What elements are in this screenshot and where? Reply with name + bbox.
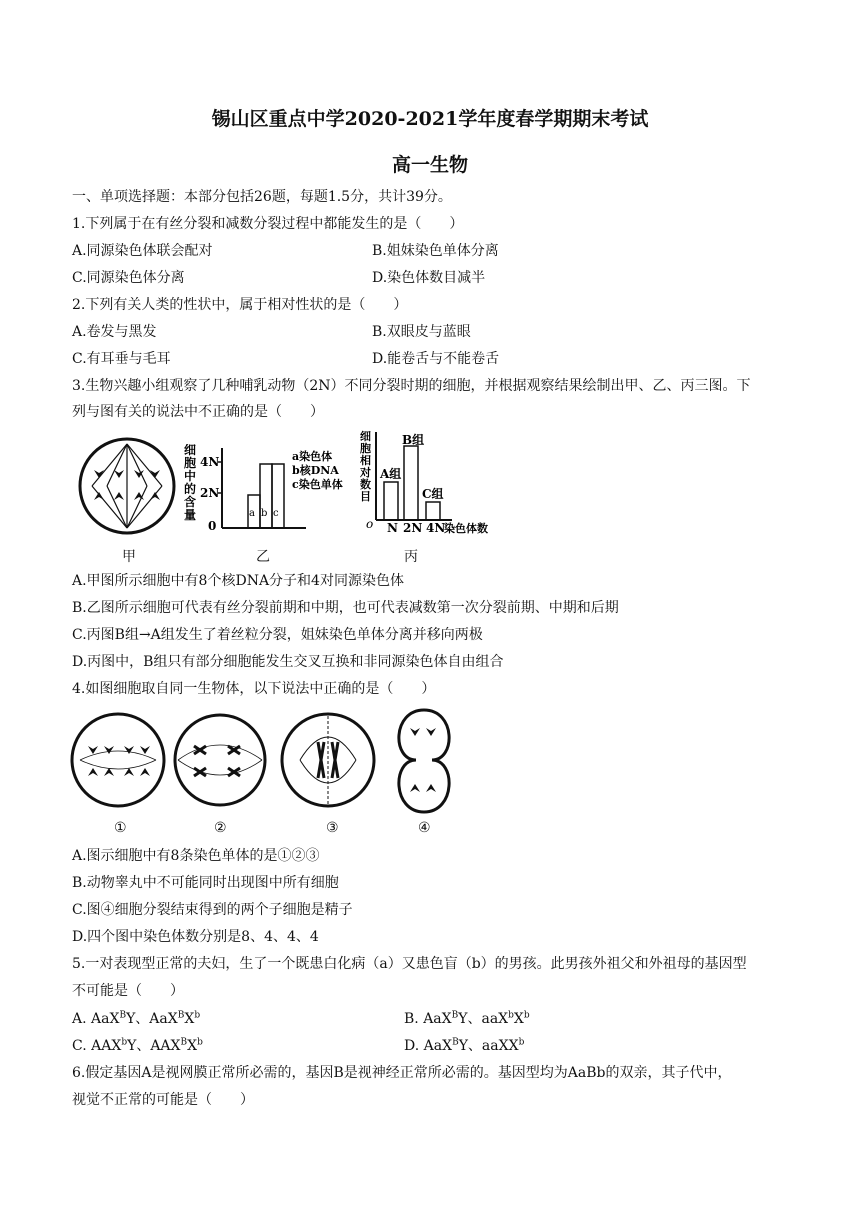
yi-bar-label-c: c xyxy=(273,508,279,519)
q6-stem-line1: 6.假定基因A是视网膜正常所必需的，基因B是视神经正常所必需的。基因型均为AaBb的双亲，其子代中， xyxy=(72,1065,732,1081)
yi-bar-label-b: b xyxy=(261,508,268,519)
q3-figure-jia xyxy=(72,436,182,536)
bing-group-c: C组 xyxy=(422,487,444,501)
q4-fig-label-1: ① xyxy=(114,820,127,836)
yi-ylabel-char: 胞 xyxy=(184,456,197,470)
q5-option-d: D. AaX$^B$Y、aaXX$^b$ xyxy=(404,1037,525,1054)
cell-3 xyxy=(282,714,374,806)
bing-ylabel xyxy=(359,429,371,503)
yi-legend-b: b核DNA xyxy=(292,464,339,477)
q3-option-d: D.丙图中，B组只有部分细胞能发生交叉互换和非同源染色体自由组合 xyxy=(72,654,504,670)
q2-stem: 2.下列有关人类的性状中，属于相对性状的是（ ） xyxy=(72,297,408,313)
yi-tick-0: 0 xyxy=(208,519,217,533)
q1-stem: 1.下列属于在有丝分裂和减数分裂过程中都能发生的是（ ） xyxy=(72,216,464,232)
section-heading: 一、单项选择题：本部分包括26题，每题1.5分，共计39分。 xyxy=(72,189,452,205)
exam-subject: 高一生物 xyxy=(391,154,468,176)
yi-ylabel-char: 细 xyxy=(184,444,197,457)
q4-stem: 4.如图细胞取自同一生物体，以下说法中正确的是（ ） xyxy=(72,681,436,697)
bing-bar-b xyxy=(404,446,418,520)
bing-ylabel-char: 对 xyxy=(360,466,371,479)
yi-ylabel-char: 量 xyxy=(184,508,197,522)
bing-bar-a xyxy=(384,482,398,520)
q3-fig-label-jia: 甲 xyxy=(122,549,136,565)
q3-stem-line2: 列与图有关的说法中不正确的是（ ） xyxy=(72,404,324,420)
yi-ylabel-text xyxy=(184,444,196,522)
q5-option-c: C. AAX$^b$Y、$AAX^BX^b$ xyxy=(72,1037,203,1054)
q4-figure-cells xyxy=(70,706,470,818)
q3-figure-bing xyxy=(354,428,504,534)
yi-legend-a: a染色体 xyxy=(292,450,333,463)
q2-option-c: C.有耳垂与毛耳 xyxy=(72,351,171,367)
q1-option-a: A.同源染色体联会配对 xyxy=(72,243,213,259)
q4-fig-label-4: ④ xyxy=(418,820,431,836)
q4-option-c: C.图④细胞分裂结束得到的两个子细胞是精子 xyxy=(72,902,353,918)
q3-option-a: A.甲图所示细胞中有8个核DNA分子和4对同源染色体 xyxy=(72,573,404,589)
cell-1 xyxy=(72,714,164,806)
q5-stem-line2: 不可能是（ ） xyxy=(72,983,184,999)
q3-fig-label-bing: 丙 xyxy=(404,549,418,565)
q3-figure-yi xyxy=(180,444,360,536)
bing-group-a: A组 xyxy=(380,467,402,481)
q2-option-a: A.卷发与黑发 xyxy=(72,324,157,340)
bing-ylabel-char: 细 xyxy=(360,430,371,443)
q1-option-c: C.同源染色体分离 xyxy=(72,270,185,286)
yi-ylabel-char: 的 xyxy=(184,482,197,496)
yi-ylabel xyxy=(184,444,196,522)
bing-origin: o xyxy=(366,517,374,531)
exam-title: 锡山区重点中学2020-2021学年度春学期期末考试 xyxy=(211,108,649,130)
yi-ylabel-char: 含 xyxy=(184,495,197,509)
q1-option-b: B.姐妹染色单体分离 xyxy=(372,243,499,259)
bing-bar-c xyxy=(426,502,440,520)
bing-xtick-2n: 2N xyxy=(403,521,423,534)
yi-tick-4n: 4N xyxy=(200,455,220,469)
q1-option-d: D.染色体数目减半 xyxy=(372,270,486,286)
q4-fig-label-2: ② xyxy=(214,820,227,836)
bing-xtick-n: N xyxy=(387,521,398,534)
q5-option-b: B. AaX$^B$Y、$aaX^bX^b$ xyxy=(404,1010,530,1027)
q3-option-c: C.丙图B组→A组发生了着丝粒分裂，姐妹染色单体分离并移向两极 xyxy=(72,627,483,643)
q3-fig-label-yi: 乙 xyxy=(256,549,270,565)
q3-stem-line1: 3.生物兴趣小组观察了几种哺乳动物（2N）不同分裂时期的细胞，并根据观察结果绘制出甲、乙、丙三图。下 xyxy=(72,378,751,394)
yi-ylabel-char: 中 xyxy=(184,469,197,483)
q4-fig-label-3: ③ xyxy=(326,820,339,836)
q6-stem-line2: 视觉不正常的可能是（ ） xyxy=(72,1092,254,1108)
q5-option-a: A. AaX$^B$Y、$AaX^BX^b$ xyxy=(72,1010,201,1027)
bing-ylabel-char: 相 xyxy=(360,454,371,467)
bing-xlabel: 染色体数 xyxy=(444,522,488,534)
q4-option-a: A.图示细胞中有8条染色单体的是①②③ xyxy=(72,848,320,864)
bing-group-b: B组 xyxy=(402,433,425,447)
q5-stem-line1: 5.一对表现型正常的夫妇，生了一个既患白化病（a）又患色盲（b）的男孩。此男孩外祖父和外祖母的基因型 xyxy=(72,956,747,972)
bing-xtick-4n: 4N xyxy=(426,521,446,534)
yi-legend-c: c染色单体 xyxy=(292,478,343,491)
bing-ylabel-char: 胞 xyxy=(360,442,371,455)
q2-option-d: D.能卷舌与不能卷舌 xyxy=(372,351,500,367)
cell-2 xyxy=(175,715,265,805)
bing-ylabel-char: 数 xyxy=(360,478,371,491)
q3-option-b: B.乙图所示细胞可代表有丝分裂前期和中期，也可代表减数第一次分裂前期、中期和后期 xyxy=(72,600,619,616)
q2-option-b: B.双眼皮与蓝眼 xyxy=(372,324,471,340)
yi-tick-2n: 2N xyxy=(200,486,220,500)
q4-option-b: B.动物睾丸中不可能同时出现图中所有细胞 xyxy=(72,875,339,891)
q4-option-d: D.四个图中染色体数分别是8、4、4、4 xyxy=(72,929,319,945)
yi-bar-label-a: a xyxy=(249,508,255,519)
bing-ylabel-char: 目 xyxy=(360,490,371,503)
cell-4 xyxy=(399,710,449,812)
